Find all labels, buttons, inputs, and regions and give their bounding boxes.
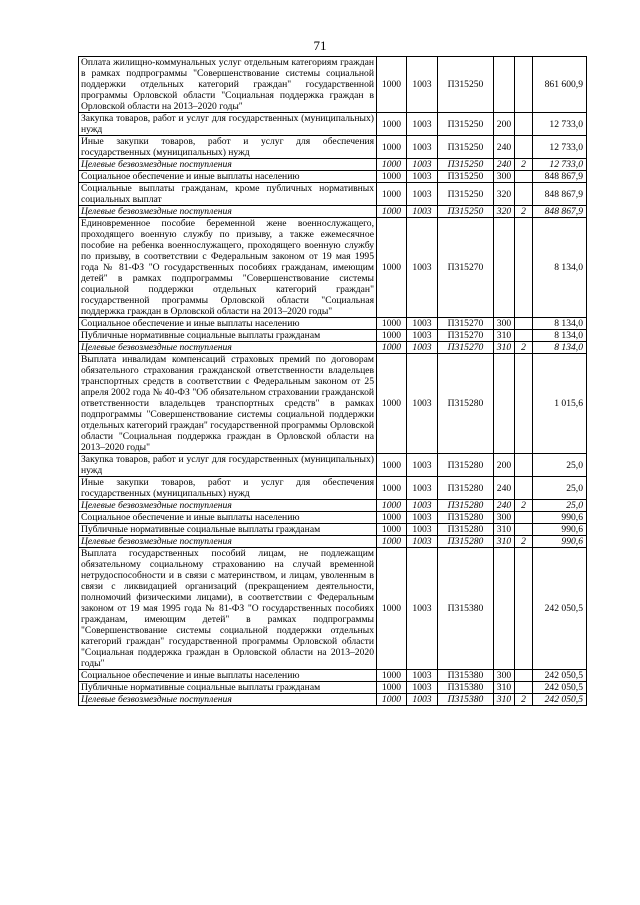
budget-code: 2: [515, 206, 533, 218]
target-item-code: П315280: [438, 536, 494, 548]
table-row: [79, 171, 587, 183]
row-description: Социальные выплаты гражданам, кроме публичных нормативных социальных выплат: [79, 183, 377, 206]
subsection-code: 1003: [407, 670, 438, 682]
target-item-code: П315380: [438, 694, 494, 706]
subsection-code: 1003: [407, 354, 438, 454]
table-row: [79, 524, 587, 536]
target-item-code: П315250: [438, 136, 494, 159]
target-item-code: П315270: [438, 218, 494, 318]
expense-type-code: [494, 548, 515, 670]
row-description: Публичные нормативные социальные выплаты гражданам: [79, 682, 377, 694]
expense-type-code: 310: [494, 536, 515, 548]
subsection-code: 1003: [407, 524, 438, 536]
section-code: 1000: [377, 206, 407, 218]
row-description: Социальное обеспечение и иные выплаты населению: [79, 512, 377, 524]
budget-code: [515, 454, 533, 477]
row-description: Закупка товаров, работ и услуг для государственных (муниципальных) нужд: [79, 454, 377, 477]
target-item-code: П315250: [438, 159, 494, 171]
expense-type-code: 200: [494, 113, 515, 136]
amount: 25,0: [533, 477, 587, 500]
target-item-code: П315270: [438, 318, 494, 330]
section-code: 1000: [377, 548, 407, 670]
budget-code: [515, 318, 533, 330]
target-item-code: П315380: [438, 548, 494, 670]
subsection-code: 1003: [407, 512, 438, 524]
row-description: Целевые безвозмездные поступления: [79, 694, 377, 706]
section-code: 1000: [377, 330, 407, 342]
table-row-earmarked: [79, 159, 587, 171]
target-item-code: П315250: [438, 113, 494, 136]
subsection-code: 1003: [407, 477, 438, 500]
row-description: Выплата инвалидам компенсаций страховых премий по договорам обязательного страхования гражданской ответственности владельцев транспортных средств в соответствии с Федеральным законом от 25 апреля 2002 года № 40-ФЗ "Об обязательном страховании гражданской ответственности владельцев транспортных средств" в рамках подпрограммы "Совершенствование системы социальной поддержки отдельных категорий граждан" государственной программы Орловской области "Социальная поддержка граждан в Орловской области на 2013–2020 годы": [79, 354, 377, 454]
expense-type-code: 300: [494, 512, 515, 524]
table-row: [79, 354, 587, 454]
row-description: Целевые безвозмездные поступления: [79, 159, 377, 171]
section-code: 1000: [377, 354, 407, 454]
row-description: Иные закупки товаров, работ и услуг для обеспечения государственных (муниципальных) нужд: [79, 477, 377, 500]
budget-code: 2: [515, 536, 533, 548]
amount: 8 134,0: [533, 330, 587, 342]
amount: 242 050,5: [533, 670, 587, 682]
expense-type-code: 320: [494, 183, 515, 206]
amount: 242 050,5: [533, 682, 587, 694]
target-item-code: П315280: [438, 512, 494, 524]
section-code: 1000: [377, 500, 407, 512]
target-item-code: П315250: [438, 57, 494, 113]
amount: 848 867,9: [533, 183, 587, 206]
expense-type-code: 240: [494, 136, 515, 159]
amount: 1 015,6: [533, 354, 587, 454]
expense-type-code: 320: [494, 206, 515, 218]
expense-type-code: [494, 57, 515, 113]
row-description: Закупка товаров, работ и услуг для государственных (муниципальных) нужд: [79, 113, 377, 136]
table-row: [79, 57, 587, 113]
budget-code: [515, 113, 533, 136]
budget-code: [515, 57, 533, 113]
amount: 861 600,9: [533, 57, 587, 113]
table-row: [79, 512, 587, 524]
amount: 242 050,5: [533, 694, 587, 706]
section-code: 1000: [377, 57, 407, 113]
amount: 242 050,5: [533, 548, 587, 670]
row-description: Выплата государственных пособий лицам, не подлежащим обязательному социальному страхованию на случай временной нетрудоспособности и в связи с материнством, и лицам, уволенным в связи с ликвидацией организаций (прекращением деятельности, полномочий физическими лицами), в соответствии с Федеральным законом от 19 мая 1995 года № 81-ФЗ "О государственных пособиях гражданам, имеющим детей" в рамках подпрограммы "Совершенствование системы социальной поддержки отдельных категорий граждан" государственной программы Орловской области "Социальная поддержка граждан в Орловской области на 2013–2020 годы": [79, 548, 377, 670]
row-description: Единовременное пособие беременной жене военнослужащего, проходящего военную службу по призыву, а также ежемесячное пособие на ребенка военнослужащего, проходящего военную службу по призыву, в соответствии с Федеральным законом от 19 мая 1995 года № 81-ФЗ "О государственных пособиях гражданам, имеющим детей" в рамках подпрограммы "Совершенствование системы социальной поддержки отдельных категорий граждан" государственной программы Орловской области "Социальная поддержка граждан в Орловской области на 2013–2020 годы": [79, 218, 377, 318]
row-description: Социальное обеспечение и иные выплаты населению: [79, 318, 377, 330]
expense-type-code: 310: [494, 682, 515, 694]
subsection-code: 1003: [407, 536, 438, 548]
table-row-earmarked: [79, 342, 587, 354]
budget-code: [515, 171, 533, 183]
section-code: 1000: [377, 682, 407, 694]
section-code: 1000: [377, 218, 407, 318]
subsection-code: 1003: [407, 136, 438, 159]
expense-type-code: 200: [494, 454, 515, 477]
budget-code: 2: [515, 500, 533, 512]
subsection-code: 1003: [407, 342, 438, 354]
row-description: Социальное обеспечение и иные выплаты населению: [79, 171, 377, 183]
table-row: [79, 113, 587, 136]
row-description: Оплата жилищно-коммунальных услуг отдельным категориям граждан в рамках подпрограммы "Совершенствование системы социальной поддержки отдельных категорий граждан" государственной программы Орловской области "Социальная поддержка граждан в Орловской области на 2013–2020 годы": [79, 57, 377, 113]
amount: 8 134,0: [533, 318, 587, 330]
amount: 990,6: [533, 536, 587, 548]
section-code: 1000: [377, 536, 407, 548]
table-row: [79, 183, 587, 206]
table-row-earmarked: [79, 206, 587, 218]
target-item-code: П315280: [438, 354, 494, 454]
expense-type-code: 300: [494, 171, 515, 183]
page-number: 71: [313, 38, 327, 53]
row-description: Целевые безвозмездные поступления: [79, 342, 377, 354]
target-item-code: П315270: [438, 342, 494, 354]
expense-type-code: 240: [494, 159, 515, 171]
target-item-code: П315250: [438, 171, 494, 183]
section-code: 1000: [377, 183, 407, 206]
target-item-code: П315380: [438, 670, 494, 682]
target-item-code: П315280: [438, 477, 494, 500]
amount: 8 134,0: [533, 218, 587, 318]
amount: 12 733,0: [533, 136, 587, 159]
table-row-earmarked: [79, 694, 587, 706]
target-item-code: П315250: [438, 206, 494, 218]
budget-code: [515, 524, 533, 536]
table-row: [79, 477, 587, 500]
subsection-code: 1003: [407, 318, 438, 330]
budget-table: [78, 56, 587, 706]
amount: 8 134,0: [533, 342, 587, 354]
amount: 25,0: [533, 454, 587, 477]
amount: 848 867,9: [533, 171, 587, 183]
section-code: 1000: [377, 694, 407, 706]
amount: 848 867,9: [533, 206, 587, 218]
row-description: Социальное обеспечение и иные выплаты населению: [79, 670, 377, 682]
subsection-code: 1003: [407, 159, 438, 171]
budget-code: [515, 136, 533, 159]
section-code: 1000: [377, 136, 407, 159]
amount: 12 733,0: [533, 159, 587, 171]
budget-code: [515, 183, 533, 206]
subsection-code: 1003: [407, 500, 438, 512]
table-row: [79, 318, 587, 330]
table-row: [79, 136, 587, 159]
table-row: [79, 218, 587, 318]
target-item-code: П315380: [438, 682, 494, 694]
section-code: 1000: [377, 318, 407, 330]
subsection-code: 1003: [407, 682, 438, 694]
expense-type-code: 240: [494, 500, 515, 512]
expense-type-code: 310: [494, 524, 515, 536]
target-item-code: П315280: [438, 524, 494, 536]
row-description: Целевые безвозмездные поступления: [79, 500, 377, 512]
subsection-code: 1003: [407, 330, 438, 342]
budget-code: [515, 354, 533, 454]
table-row: [79, 670, 587, 682]
budget-code: [515, 670, 533, 682]
budget-code: [515, 218, 533, 318]
table-row: [79, 454, 587, 477]
amount: 990,6: [533, 524, 587, 536]
expense-type-code: 300: [494, 318, 515, 330]
budget-code: [515, 477, 533, 500]
subsection-code: 1003: [407, 454, 438, 477]
expense-type-code: [494, 218, 515, 318]
section-code: 1000: [377, 524, 407, 536]
subsection-code: 1003: [407, 694, 438, 706]
subsection-code: 1003: [407, 218, 438, 318]
section-code: 1000: [377, 454, 407, 477]
row-description: Целевые безвозмездные поступления: [79, 206, 377, 218]
table-row: [79, 548, 587, 670]
section-code: 1000: [377, 342, 407, 354]
expense-type-code: 240: [494, 477, 515, 500]
budget-code: [515, 330, 533, 342]
amount: 25,0: [533, 500, 587, 512]
budget-code: [515, 682, 533, 694]
target-item-code: П315280: [438, 454, 494, 477]
section-code: 1000: [377, 159, 407, 171]
expense-type-code: [494, 354, 515, 454]
subsection-code: 1003: [407, 171, 438, 183]
amount: 12 733,0: [533, 113, 587, 136]
section-code: 1000: [377, 113, 407, 136]
row-description: Публичные нормативные социальные выплаты гражданам: [79, 524, 377, 536]
table-row-earmarked: [79, 536, 587, 548]
subsection-code: 1003: [407, 206, 438, 218]
expense-type-code: 310: [494, 342, 515, 354]
table-row-earmarked: [79, 500, 587, 512]
table-row: [79, 330, 587, 342]
subsection-code: 1003: [407, 57, 438, 113]
budget-code: 2: [515, 159, 533, 171]
target-item-code: П315270: [438, 330, 494, 342]
table-row: [79, 682, 587, 694]
section-code: 1000: [377, 171, 407, 183]
budget-code: [515, 512, 533, 524]
expense-type-code: 300: [494, 670, 515, 682]
expense-type-code: 310: [494, 330, 515, 342]
budget-code: 2: [515, 694, 533, 706]
row-description: Публичные нормативные социальные выплаты гражданам: [79, 330, 377, 342]
expense-type-code: 310: [494, 694, 515, 706]
section-code: 1000: [377, 477, 407, 500]
target-item-code: П315250: [438, 183, 494, 206]
target-item-code: П315280: [438, 500, 494, 512]
row-description: Целевые безвозмездные поступления: [79, 536, 377, 548]
amount: 990,6: [533, 512, 587, 524]
subsection-code: 1003: [407, 183, 438, 206]
budget-code: [515, 548, 533, 670]
budget-code: 2: [515, 342, 533, 354]
table-body: [79, 57, 587, 706]
section-code: 1000: [377, 512, 407, 524]
subsection-code: 1003: [407, 548, 438, 670]
row-description: Иные закупки товаров, работ и услуг для обеспечения государственных (муниципальных) нужд: [79, 136, 377, 159]
section-code: 1000: [377, 670, 407, 682]
subsection-code: 1003: [407, 113, 438, 136]
